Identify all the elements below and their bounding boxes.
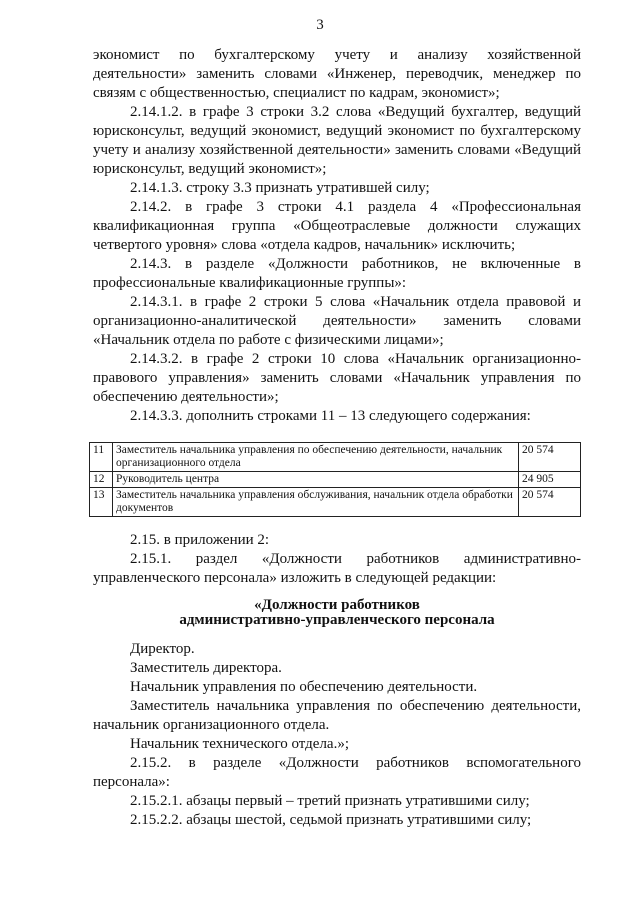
table-row (90, 488, 581, 517)
text-block-top (93, 46, 581, 426)
paragraph: 2.14.1.2. в графе 3 строки 3.2 слова «Ведущий бухгалтер, ведущий юрисконсульт, ведущий экономист, ведущий экономист по бухгалтерскому учету и анализу хозяйственной деятельности» заменить словами «Ведущий юрисконсульт, ведущий экономист»; (93, 104, 581, 177)
page-number: 3 (316, 17, 324, 33)
paragraph: 2.14.3.3. дополнить строками 11 – 13 следующего содержания: (130, 408, 531, 424)
heading-line: административно-управленческого персонала (179, 612, 495, 628)
paragraph: Директор. (130, 641, 195, 657)
row-number: 11 (90, 443, 113, 472)
paragraph: 2.15. в приложении 2: (130, 532, 270, 548)
position-name: Заместитель начальника управления по обеспечению деятельности, начальник организационного отдела (113, 443, 519, 472)
positions-table (89, 442, 581, 517)
paragraph: 2.15.1. раздел «Должности работников административно-управленческого персонала» изложить в следующей редакции: (93, 551, 581, 586)
position-name: Заместитель начальника управления обслуживания, начальник отдела обработки документов (113, 488, 519, 517)
salary-value: 20 574 (519, 488, 581, 517)
text-block-middle (93, 531, 581, 588)
text-block-bottom (93, 640, 581, 830)
paragraph: 2.14.1.3. строку 3.3 признать утратившей силу; (130, 180, 430, 196)
paragraph: 2.14.3. в разделе «Должности работников, не включенные в профессиональные квалификационные группы»: (93, 256, 581, 291)
row-number: 13 (90, 488, 113, 517)
section-heading (93, 598, 581, 628)
row-number: 12 (90, 472, 113, 488)
paragraph: 2.14.3.1. в графе 2 строки 5 слова «Начальник отдела правовой и организационно-аналитической деятельности» заменить словами «Начальник отдела по работе с физическими лицами»; (93, 294, 581, 348)
paragraph: 2.15.2.2. абзацы шестой, седьмой признать утратившими силу; (130, 812, 532, 828)
paragraph: 2.15.2. в разделе «Должности работников вспомогательного персонала»: (93, 755, 581, 790)
paragraph: экономист по бухгалтерскому учету и анализу хозяйственной деятельности» заменить словами «Инженер, переводчик, менеджер по связям с общественностью, специалист по кадрам, экономист»; (93, 47, 581, 101)
paragraph: 2.14.2. в графе 3 строки 4.1 раздела 4 «Профессиональная квалификационная группа «Общеотраслевые должности служащих четвертого уровня» слова «отдела кадров, начальник» исключить; (93, 199, 581, 253)
salary-value: 20 574 (519, 443, 581, 472)
heading-line: «Должности работников (254, 597, 420, 613)
paragraph: Начальник технического отдела.»; (130, 736, 350, 752)
paragraph: 2.15.2.1. абзацы первый – третий признать утратившими силу; (130, 793, 530, 809)
table-row (90, 472, 581, 488)
paragraph: Начальник управления по обеспечению деятельности. (130, 679, 478, 695)
position-name: Руководитель центра (113, 472, 519, 488)
salary-value: 24 905 (519, 472, 581, 488)
table-row (90, 443, 581, 472)
paragraph: Заместитель начальника управления по обеспечению деятельности, начальник организационного отдела. (93, 698, 581, 733)
paragraph: Заместитель директора. (130, 660, 282, 676)
paragraph: 2.14.3.2. в графе 2 строки 10 слова «Начальник организационно-правового управления» заменить словами «Начальник управления по обеспечению деятельности»; (93, 351, 581, 405)
